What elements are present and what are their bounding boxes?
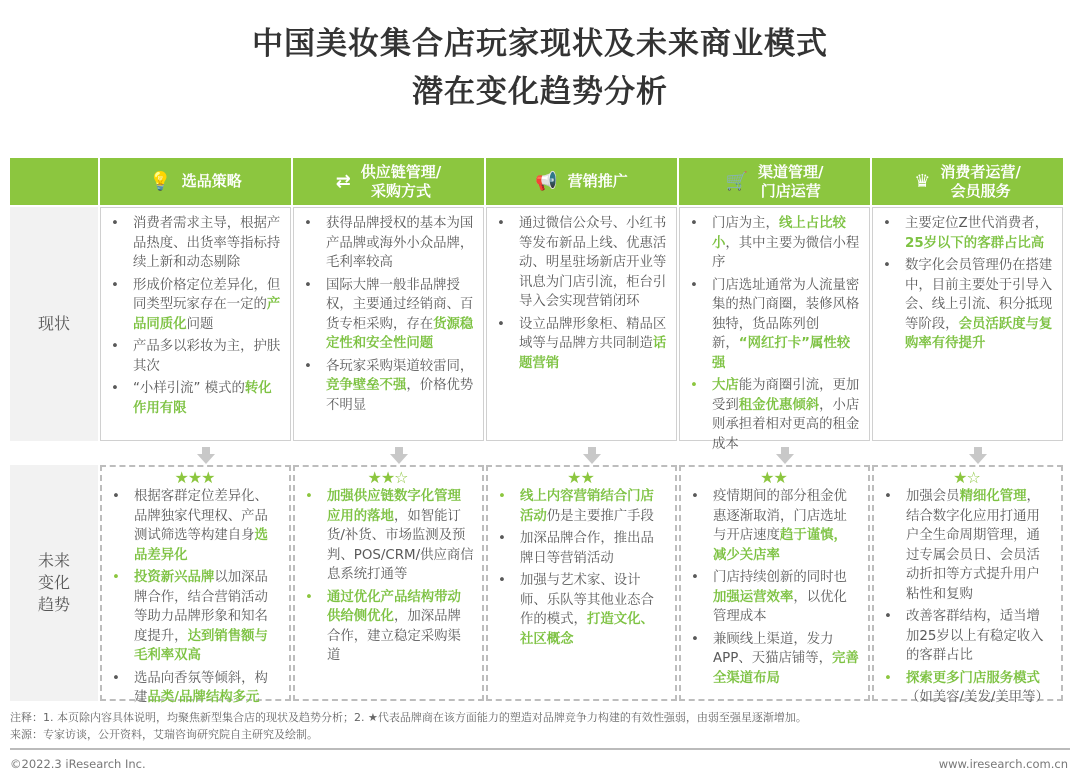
highlight-text: 转化作用有限 [133,381,272,416]
body-text: 各玩家采购渠道较雷同， [326,358,474,374]
highlight-text: 货源稳定性和安全性问题 [326,316,474,351]
star-rating: ★★☆ [367,468,408,487]
body-text: 门店为主， [712,216,779,231]
list-item [687,487,860,565]
copyright: ©2022.3 iResearch Inc. [10,757,146,771]
highlight-text: 租金优惠倾斜 [738,397,820,413]
body-text: 消费者需求主导，根据产品热度、出货率等指标持续上新和动态剔除 [133,216,281,270]
header-corner [10,158,98,205]
bullet-list [108,487,281,708]
highlight-text: 趋于谨慎，减少关店率 [713,528,847,563]
title-line-2: 潜在变化趋势分析 [412,74,668,110]
list-item [108,487,281,565]
body-text: ，其中主要为微信小程序 [712,235,860,270]
body-text: 以加深品牌合作，结合营销活动等助力品牌形象和知名度提升， [134,570,268,644]
column-header [679,158,870,205]
future-trend-cell [100,465,291,705]
list-item [300,276,475,354]
highlight-text: 品类/品牌结构多元 [147,690,260,705]
column-header-label: 供应链管理/ 采购方式 [360,162,442,200]
body-text: ，价格优势不明显 [326,378,474,413]
body-text: 疫情期间的部分租金优惠逐渐取消，门店选址与开店速度 [713,489,847,543]
highlight-text: 线上内容营销结合门店活动 [520,489,654,524]
column-header-label: 消费者运营/ 会员服务 [940,162,1021,200]
future-trend-cell [679,465,870,701]
down-arrow-icon [776,454,794,464]
body-text: ，如智能订货/补货、市场监测及预判、POS/CRM/供应商信息系统打通等 [327,508,474,582]
highlight-text: 通过优化产品结构带动供给侧优化 [327,589,461,624]
body-text: 加强与艺术家、设计师、乐队等其他业态合作的模式， [520,573,654,627]
column-header-label: 选品策略 [181,172,242,190]
column-header [486,158,677,205]
body-text: 获得品牌授权的基本为国产品牌或海外小众品牌，毛利率较高 [326,216,474,270]
body-text: ，以优化管理成本 [713,589,847,624]
down-arrow-icon [969,454,987,464]
current-status-cell [486,207,677,441]
column-header-label: 营销推广 [567,172,628,190]
current-status-cell [679,207,870,452]
list-item [879,256,1054,354]
body-text: 加深品牌合作，推出品牌日等营销活动 [520,531,654,566]
highlight-text: 产品同质化 [133,297,281,332]
row-label-future: 未来 变化 趋势 [10,465,98,701]
highlight-text: 选品差异化 [134,528,268,563]
list-item [107,276,282,335]
list-item [494,529,667,568]
body-text: “小样引流” 模式的 [133,381,245,396]
body-text: 能为商圈引流，更加受到 [712,378,860,413]
current-status-cell [100,207,291,441]
star-rating: ★★ [567,468,594,487]
body-text: ，加深品牌合作，建立稳定采购渠道 [327,609,461,663]
source-note: 来源：专家访谈，公开资料，艾瑞咨询研究院自主研究及绘制。 [10,728,318,741]
body-text: 门店持续创新的同时也 [713,570,847,585]
future-trend-cell [486,465,677,701]
list-item [493,315,668,374]
down-arrow-icon [390,454,408,464]
supply-chain-icon: ⇄ [335,171,351,192]
body-text: 形成价格定位差异化，但同类型玩家存在一定的 [133,277,281,312]
body-text: ，小店则承担着相对更高的租金成本 [712,397,860,452]
highlight-text: 加强供应链数字化管理应用的落地 [327,489,461,524]
star-rating: ★☆ [953,468,980,487]
highlight-text: 打造文化、社区概念 [520,612,654,647]
bullet-list [493,214,668,373]
body-text: 问题 [186,316,214,332]
future-trend-cell [293,465,484,701]
bullet-list [879,214,1054,354]
body-text: 加强会员 [906,489,960,504]
highlight-text: 达到销售额与毛利率双高 [134,628,268,663]
list-item [880,487,1053,604]
crown-user-icon: ♛ [914,171,931,192]
highlight-text: 线上占比较小 [712,216,846,251]
lightbulb-icon: 💡 [149,171,172,192]
star-rating: ★★ [760,468,787,487]
body-text: 改善客群结构，适当增加25岁以上有稳定收入的客群占比 [906,609,1044,663]
footnote: 注释：1. 本页除内容具体说明，均聚焦新型集合店的现状及趋势分析；2. ★代表品牌商在该方面能力的塑造对品牌竞争力构建的有效性强弱，由弱至强星逐渐增加。 [10,711,807,724]
highlight-text: 精细化管理 [959,489,1027,504]
list-item [107,379,282,418]
list-item [108,669,281,708]
list-item [300,357,475,416]
bullet-list [686,214,861,454]
highlight-text: 加强运营效率 [713,589,794,605]
column-header [872,158,1063,205]
list-item [301,588,474,666]
current-status-cell [293,207,484,441]
list-item [880,669,1053,708]
down-arrow-icon [583,454,601,464]
list-item [686,376,861,454]
footer-divider [10,748,1070,750]
list-item [494,487,667,526]
body-text: 仍是主要推广手段 [546,508,654,524]
highlight-text: 完善全渠道布局 [713,651,859,686]
body-text: （如美容/美发/美甲等） [906,690,1049,705]
body-text: 选品向香氛等倾斜，构建 [134,670,268,705]
body-text: 国际大牌一般非品牌授权，主要通过经销商、百货专柜采购，存在 [326,277,474,332]
list-item [493,214,668,312]
body-text: ，结合数字化应用打通用户全生命周期管理，通过专属会员日、会员活动折扣等方式提升用户粘性和复购 [906,489,1040,602]
bullet-list [301,487,474,666]
list-item [687,630,860,689]
column-header-label: 渠道管理/ 门店运营 [757,162,824,200]
body-text: 产品多以彩妆为主，护肤其次 [133,339,281,374]
body-text: 根据客群定位差异化、品牌独家代理权、产品测试筛选等构建自身 [134,489,268,543]
future-trend-cell [872,465,1063,705]
highlight-text: 竞争壁垒不强 [326,378,407,393]
website: www.iresearch.com.cn [938,757,1068,771]
highlight-text: 话题营销 [519,336,667,371]
list-item [107,214,282,273]
list-item [686,276,861,374]
bullet-list [107,214,282,418]
current-status-cell [872,207,1063,441]
list-item [494,571,667,649]
bullet-list [494,487,667,649]
column-header [100,158,291,205]
list-item [880,607,1053,666]
list-item [301,487,474,585]
body-text: 数字化会员管理仍在搭建中，目前主要处于引导入会、线上引流、积分抵现等阶段， [905,258,1053,332]
megaphone-icon: 📢 [535,171,558,192]
list-item [879,214,1054,253]
list-item [687,568,860,627]
title-line-1: 中国美妆集合店玩家现状及未来商业模式 [252,26,828,62]
column-header [293,158,484,205]
list-item [108,568,281,666]
bullet-list [687,487,860,688]
highlight-text: “网红打卡”属性较强 [712,336,851,371]
highlight-text: 25岁以下的客群占比高 [905,235,1045,251]
star-rating: ★★★ [174,468,215,487]
highlight-text: 大店 [712,378,739,393]
shopping-cart-icon: 🛒 [725,171,748,192]
list-item [300,214,475,273]
bullet-list [880,487,1053,708]
highlight-text: 投资新兴品牌 [134,570,215,585]
bullet-list [300,214,475,415]
body-text: 门店选址通常为人流量密集的热门商圈，装修风格独特，货品陈列创新， [712,277,860,351]
body-text: 主要定位Z世代消费者， [905,216,1049,231]
list-item [686,214,861,273]
highlight-text: 会员活跃度与复购率有待提升 [905,316,1053,351]
highlight-text: 探索更多门店服务模式 [906,670,1040,686]
body-text: 兼顾线上渠道，发力APP、天猫店铺等， [713,631,834,666]
body-text: 设立品牌形象柜、精品区域等与品牌方共同制造 [519,316,667,351]
list-item [107,337,282,376]
down-arrow-icon [197,454,215,464]
row-label-current: 现状 [10,207,98,441]
body-text: 通过微信公众号、小红书等发布新品上线、优惠活动、明星驻场新店开业等讯息为门店引流，柜台引导入会实现营销闭环 [519,216,667,309]
